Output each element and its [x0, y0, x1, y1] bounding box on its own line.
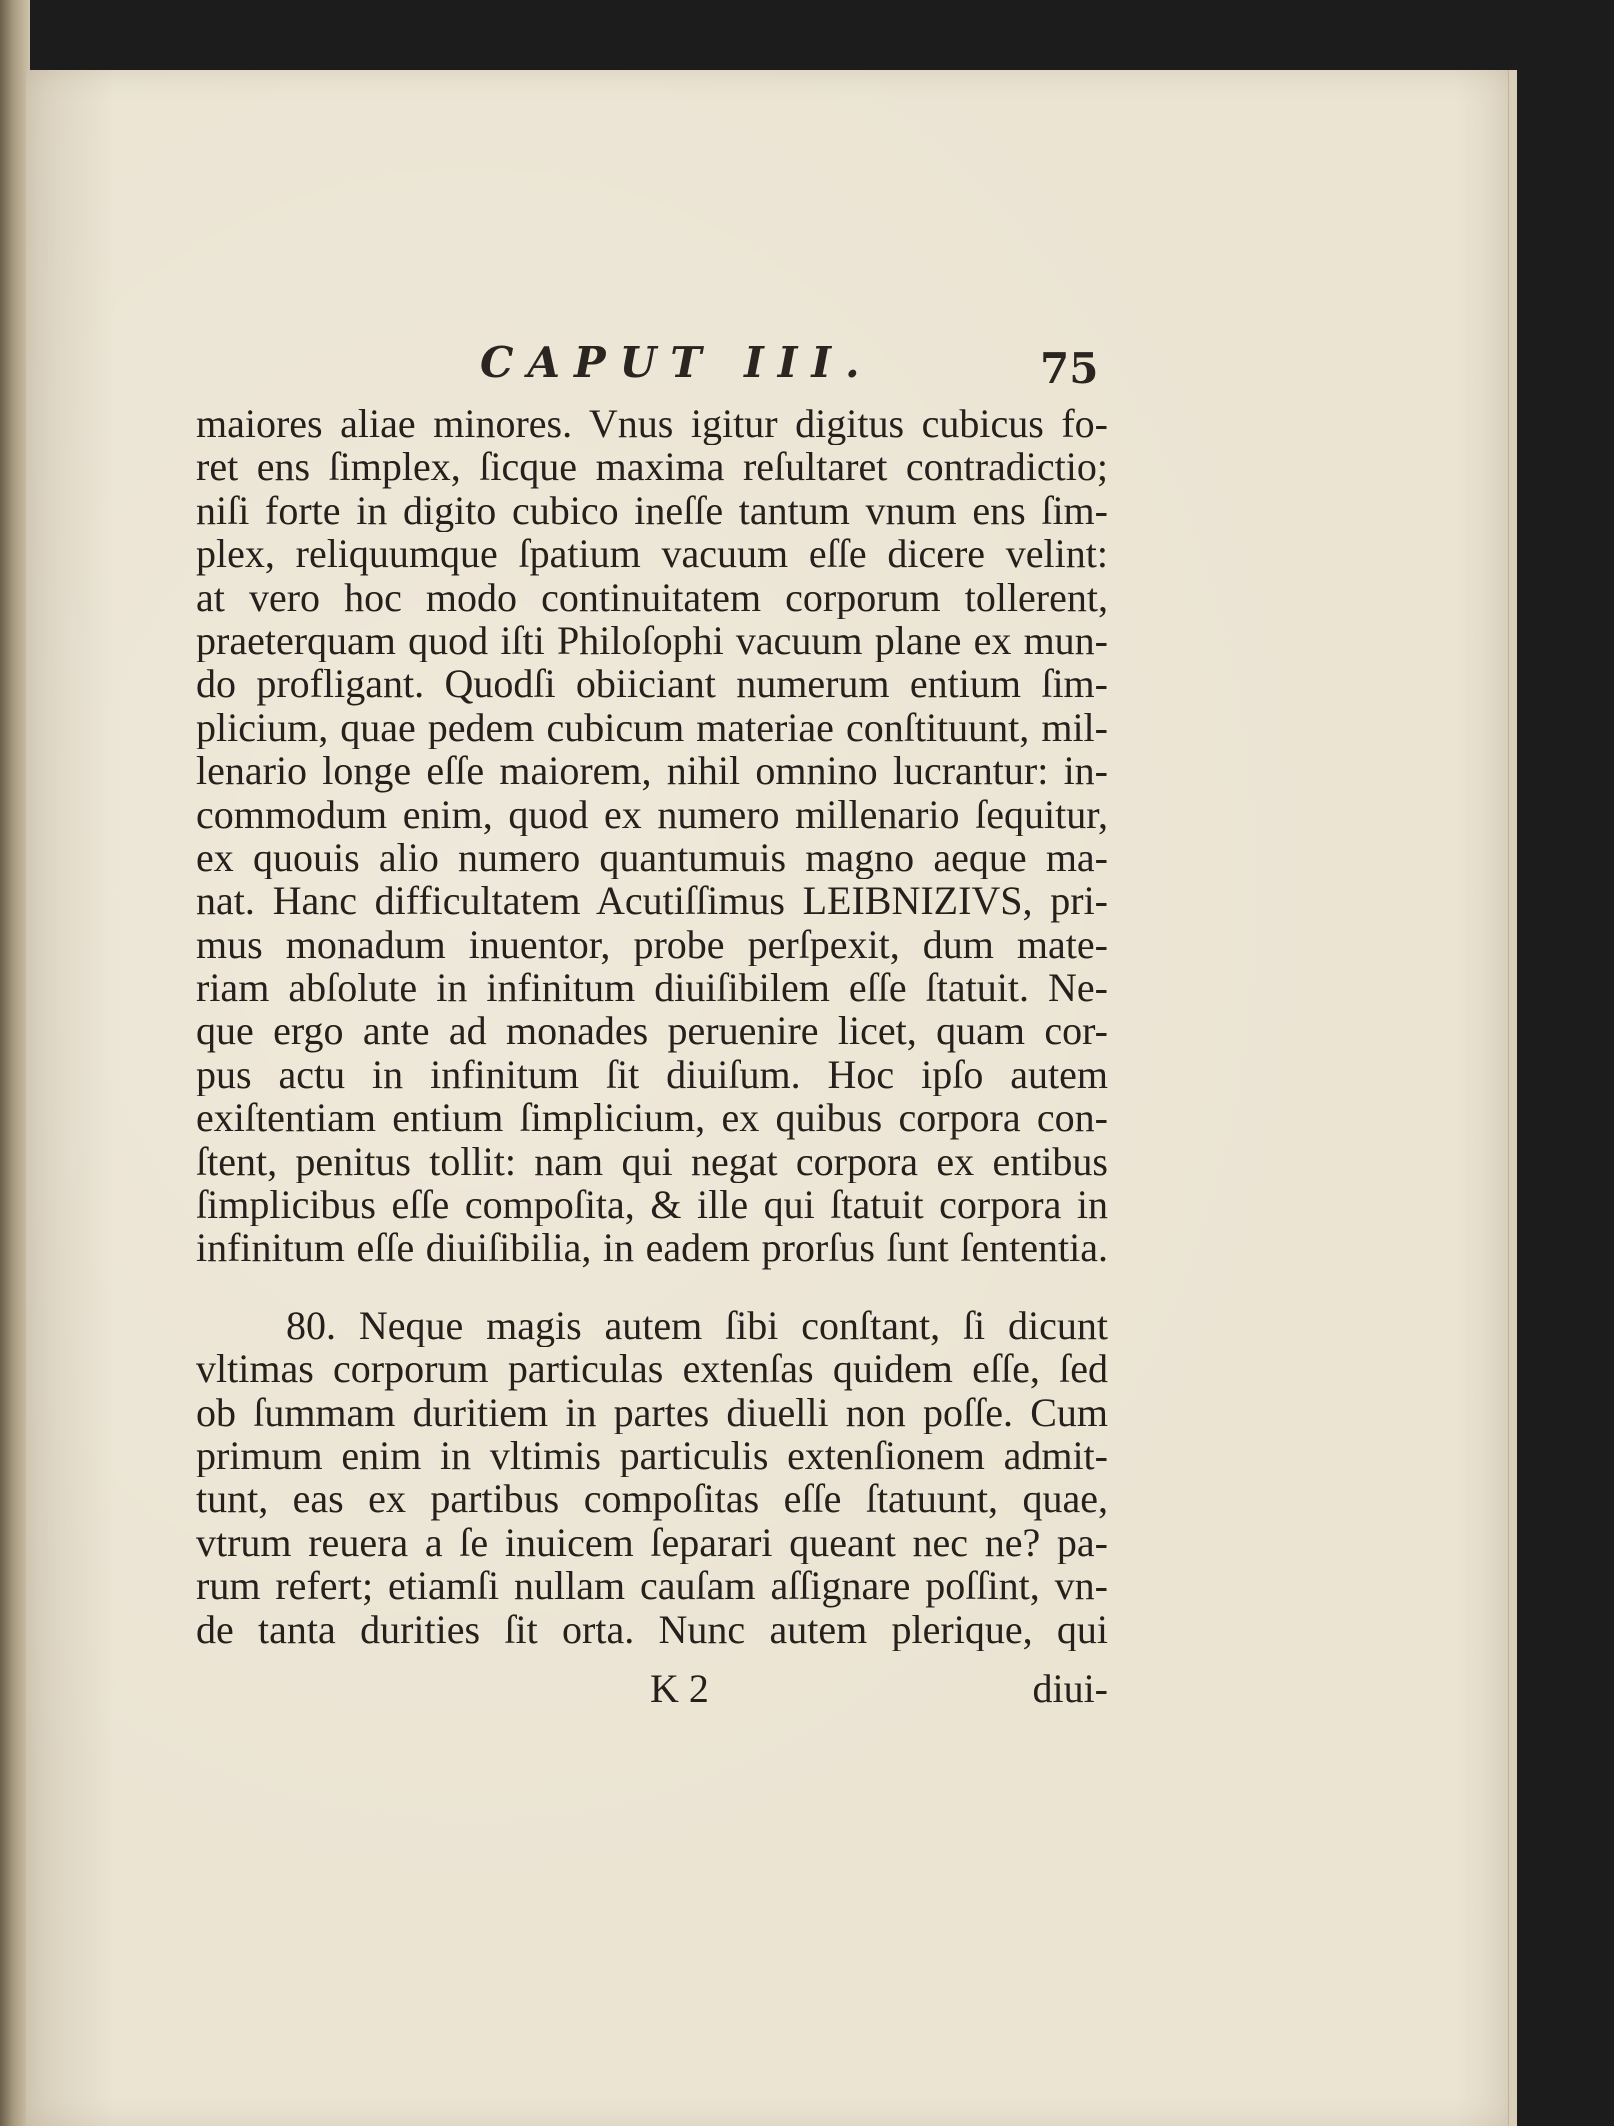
text-line: at vero hoc modo continuitatem corporum tollerent,: [196, 575, 1108, 619]
text-line: niſi forte in digito cubico ineſſe tantum vnum ens ſim-: [196, 488, 1108, 533]
text-line: commodum enim, quod ex numero millenario ſequitur,: [196, 792, 1108, 836]
text-line: que ergo ante ad monades peruenire licet, quam cor-: [196, 1009, 1108, 1053]
text-line: ex quouis alio numero quantumuis magno aeque ma-: [196, 835, 1108, 880]
text-line: riam abſolute in infinitum diuiſibilem eſſe ſtatuit. Ne-: [196, 966, 1108, 1010]
signature-mark: K 2: [650, 1666, 709, 1711]
text-line: plex, reliquumque ſpatium vacuum eſſe dicere velint:: [196, 532, 1108, 576]
text-line: plicium, quae pedem cubicum materiae conſtituunt, mil-: [196, 705, 1108, 750]
text-line: ſimplicibus eſſe compoſita, & ille qui ſtatuit corpora in: [196, 1183, 1108, 1227]
text-line: praeterquam quod iſti Philoſophi vacuum plane ex mun-: [196, 618, 1108, 663]
page-number: 75: [1040, 344, 1099, 393]
paragraph-gap: [196, 1270, 1108, 1304]
text-line: 80. Neque magis autem ſibi conſtant, ſi dicunt: [286, 1303, 1108, 1348]
paragraph-1: [196, 402, 1108, 1270]
running-head: CAPUT III.: [480, 338, 874, 387]
body-text: [196, 402, 1108, 1651]
text-line: ob ſummam duritiem in partes diuelli non poſſe. Cum: [196, 1390, 1108, 1434]
text-line: rum refert; etiamſi nullam cauſam aſſignare poſſint, vn-: [196, 1564, 1108, 1608]
paragraph-2: [196, 1304, 1108, 1651]
text-line: maiores aliae minores. Vnus igitur digitus cubicus fo-: [196, 402, 1108, 446]
text-line: tunt, eas ex partibus compoſitas eſſe ſtatuunt, quae,: [196, 1477, 1108, 1521]
text-line: pus actu in infinitum ſit diuiſum. Hoc ipſo autem: [196, 1052, 1108, 1097]
text-line: ſtent, penitus tollit: nam qui negat corpora ex entibus: [196, 1139, 1108, 1184]
text-line: primum enim in vltimis particulis extenſionem admit-: [196, 1433, 1108, 1478]
text-line: vltimas corporum particulas extenſas quidem eſſe, ſed: [196, 1347, 1108, 1391]
text-line: infinitum eſſe diuiſibilia, in eadem prorſus ſunt ſententia.: [196, 1226, 1108, 1270]
text-line: ret ens ſimplex, ſicque maxima reſultaret contradictio;: [196, 445, 1108, 489]
page-header: [0, 338, 1614, 398]
text-line: exiſtentiam entium ſimplicium, ex quibus corpora con-: [196, 1096, 1108, 1140]
text-line: de tanta durities ſit orta. Nunc autem plerique, qui: [196, 1607, 1108, 1651]
catchword: diui-: [1032, 1666, 1108, 1711]
page-footer: [196, 1665, 1108, 1711]
text-line: lenario longe eſſe maiorem, nihil omnino lucrantur: in-: [196, 749, 1108, 793]
text-line: do profligant. Quodſi obiiciant numerum entium ſim-: [196, 662, 1108, 706]
text-line: vtrum reuera a ſe inuicem ſeparari queant nec ne? pa-: [196, 1520, 1108, 1565]
text-line: nat. Hanc difficultatem Acutiſſimus LEIBNIZIVS, pri-: [196, 879, 1108, 923]
text-line: mus monadum inuentor, probe perſpexit, dum mate-: [196, 922, 1108, 967]
